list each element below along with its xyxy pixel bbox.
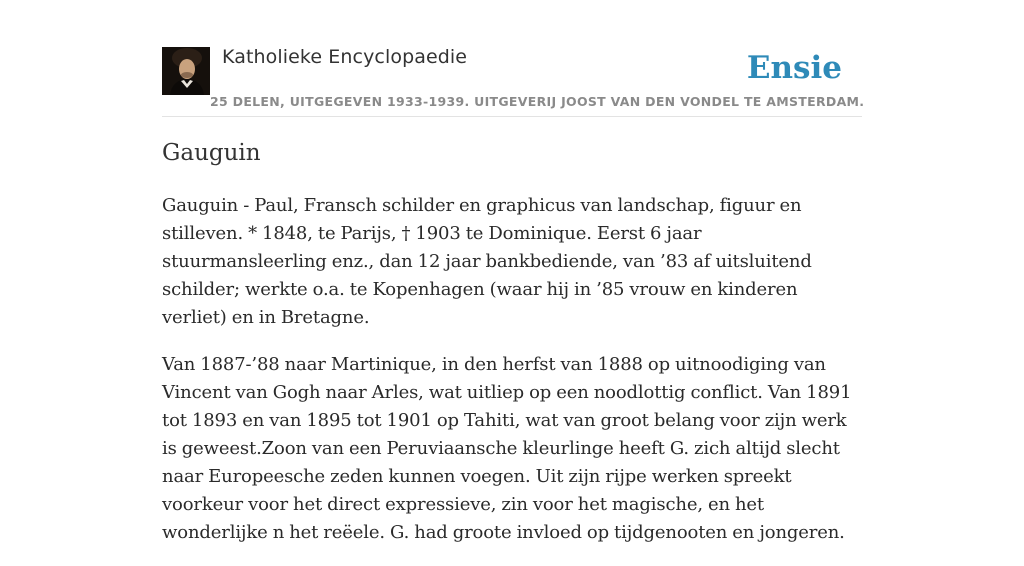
entry-paragraph: Van 1887-’88 naar Martinique, in den herfst van 1888 op uitnoodiging van Vincent van Gogh naar Arles, wat uitliep op een noodlottig conflict. Van 1891 tot 1893 en van 1895 tot 1901 op Tahiti, wat van groot belang voor zijn werk is geweest.Zoon van een Peruviaansche kleurlinge heeft G. zich altijd slecht naar Europeesche zeden kunnen voegen. Uit zijn rijpe werken spreekt voorkeur voor het direct expressieve, zin voor het magische, en het wonderlijke n het reëele. G. had groote invloed op tijdgenooten en jongeren. xyxy=(162,354,852,543)
entry-title: Gauguin xyxy=(162,140,261,166)
source-subtitle: 25 DELEN, UITGEGEVEN 1933-1939. UITGEVERIJ JOOST VAN DEN VONDEL TE AMSTERDAM. xyxy=(210,94,865,109)
source-header xyxy=(162,46,865,117)
entry-paragraph: Gauguin - Paul, Fransch schilder en graphicus van landschap, figuur en stilleven. * 1848, te Parijs, † 1903 te Dominique. Eerst 6 jaar stuurmansleerling enz., dan 12 jaar bankbediende, van ’83 af uitsluitend schilder; werkte o.a. te Kopenhagen (waar hij in ’85 vrouw en kinderen verliet) en in Bretagne. xyxy=(162,195,812,328)
entry-body xyxy=(162,192,862,566)
portrait-avatar-icon[interactable] xyxy=(162,47,210,95)
brand-logo-link[interactable]: Ensie xyxy=(746,50,842,86)
source-title[interactable]: Katholieke Encyclopaedie xyxy=(222,46,468,68)
